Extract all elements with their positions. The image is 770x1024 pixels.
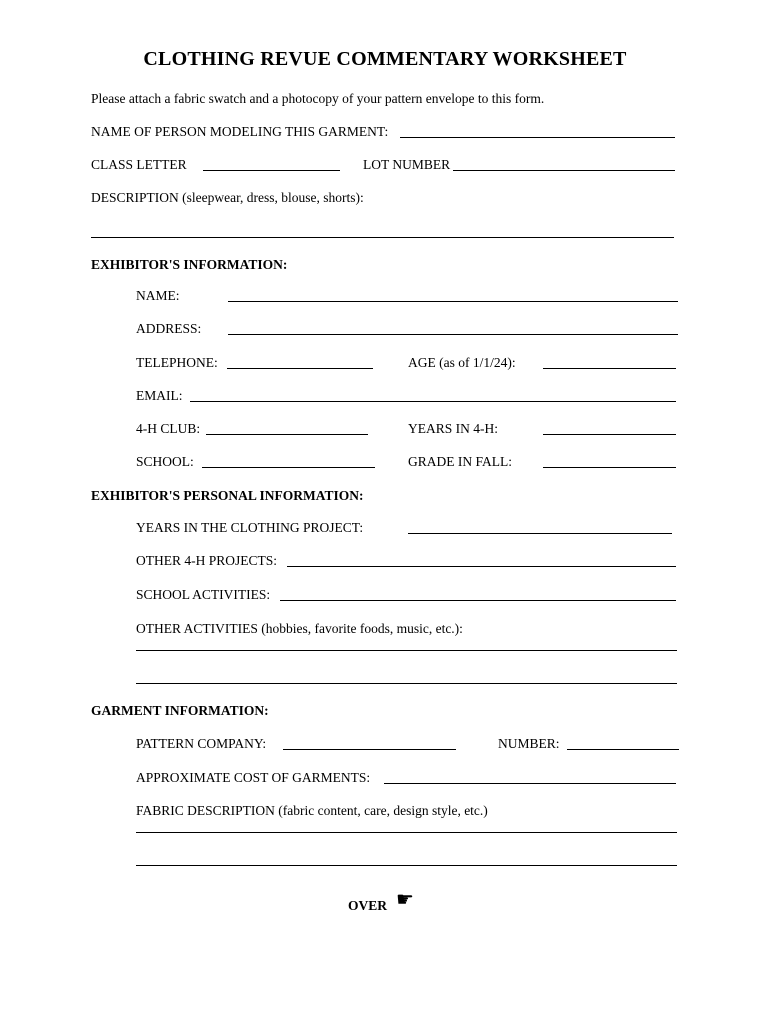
school-activities-field[interactable]	[280, 600, 676, 601]
fabric-description-field-1[interactable]	[136, 832, 677, 833]
email-label: EMAIL:	[136, 388, 183, 403]
grade-field[interactable]	[543, 467, 676, 468]
lot-number-field[interactable]	[453, 170, 675, 171]
years-clothing-field[interactable]	[408, 533, 672, 534]
class-letter-field[interactable]	[203, 170, 340, 171]
other-activities-label: OTHER ACTIVITIES (hobbies, favorite foods, music, etc.):	[136, 621, 463, 636]
number-label: NUMBER:	[498, 736, 560, 751]
pattern-company-label: PATTERN COMPANY:	[136, 736, 267, 751]
address-field[interactable]	[228, 334, 678, 335]
fabric-description-label: FABRIC DESCRIPTION (fabric content, care, design style, etc.)	[136, 803, 488, 818]
name-modeling-label: NAME OF PERSON MODELING THIS GARMENT:	[91, 124, 389, 139]
years-clothing-label: YEARS IN THE CLOTHING PROJECT:	[136, 520, 364, 535]
approx-cost-field[interactable]	[384, 783, 676, 784]
years-4h-label: YEARS IN 4-H:	[408, 421, 498, 436]
other-projects-label: OTHER 4-H PROJECTS:	[136, 553, 278, 568]
class-letter-label: CLASS LETTER	[91, 157, 187, 172]
other-projects-field[interactable]	[287, 566, 676, 567]
address-label: ADDRESS:	[136, 321, 202, 336]
garment-info-heading: GARMENT INFORMATION:	[91, 703, 269, 718]
school-activities-label: SCHOOL ACTIVITIES:	[136, 587, 271, 602]
grade-label: GRADE IN FALL:	[408, 454, 512, 469]
pattern-company-field[interactable]	[283, 749, 456, 750]
exhibitor-name-label: NAME:	[136, 288, 180, 303]
school-label: SCHOOL:	[136, 454, 194, 469]
number-field[interactable]	[567, 749, 679, 750]
telephone-field[interactable]	[227, 368, 373, 369]
years-4h-field[interactable]	[543, 434, 676, 435]
exhibitor-name-field[interactable]	[228, 301, 678, 302]
exhibitor-info-heading: EXHIBITOR'S INFORMATION:	[91, 257, 288, 272]
instructions-text: Please attach a fabric swatch and a photocopy of your pattern envelope to this form.	[91, 91, 545, 106]
other-activities-field-2[interactable]	[136, 683, 677, 684]
description-label: DESCRIPTION (sleepwear, dress, blouse, shorts):	[91, 190, 364, 205]
club-field[interactable]	[206, 434, 368, 435]
club-label: 4-H CLUB:	[136, 421, 201, 436]
personal-info-heading: EXHIBITOR'S PERSONAL INFORMATION:	[91, 488, 364, 503]
school-field[interactable]	[202, 467, 375, 468]
pointing-hand-icon: ☛	[396, 889, 414, 911]
age-label: AGE (as of 1/1/24):	[408, 355, 516, 370]
name-modeling-field[interactable]	[400, 137, 675, 138]
page-title: CLOTHING REVUE COMMENTARY WORKSHEET	[143, 48, 627, 70]
fabric-description-field-2[interactable]	[136, 865, 677, 866]
telephone-label: TELEPHONE:	[136, 355, 218, 370]
lot-number-label: LOT NUMBER	[363, 157, 451, 172]
over-label: OVER	[348, 898, 388, 913]
email-field[interactable]	[190, 401, 676, 402]
other-activities-field-1[interactable]	[136, 650, 677, 651]
approx-cost-label: APPROXIMATE COST OF GARMENTS:	[136, 770, 371, 785]
age-field[interactable]	[543, 368, 676, 369]
description-field[interactable]	[91, 237, 674, 238]
